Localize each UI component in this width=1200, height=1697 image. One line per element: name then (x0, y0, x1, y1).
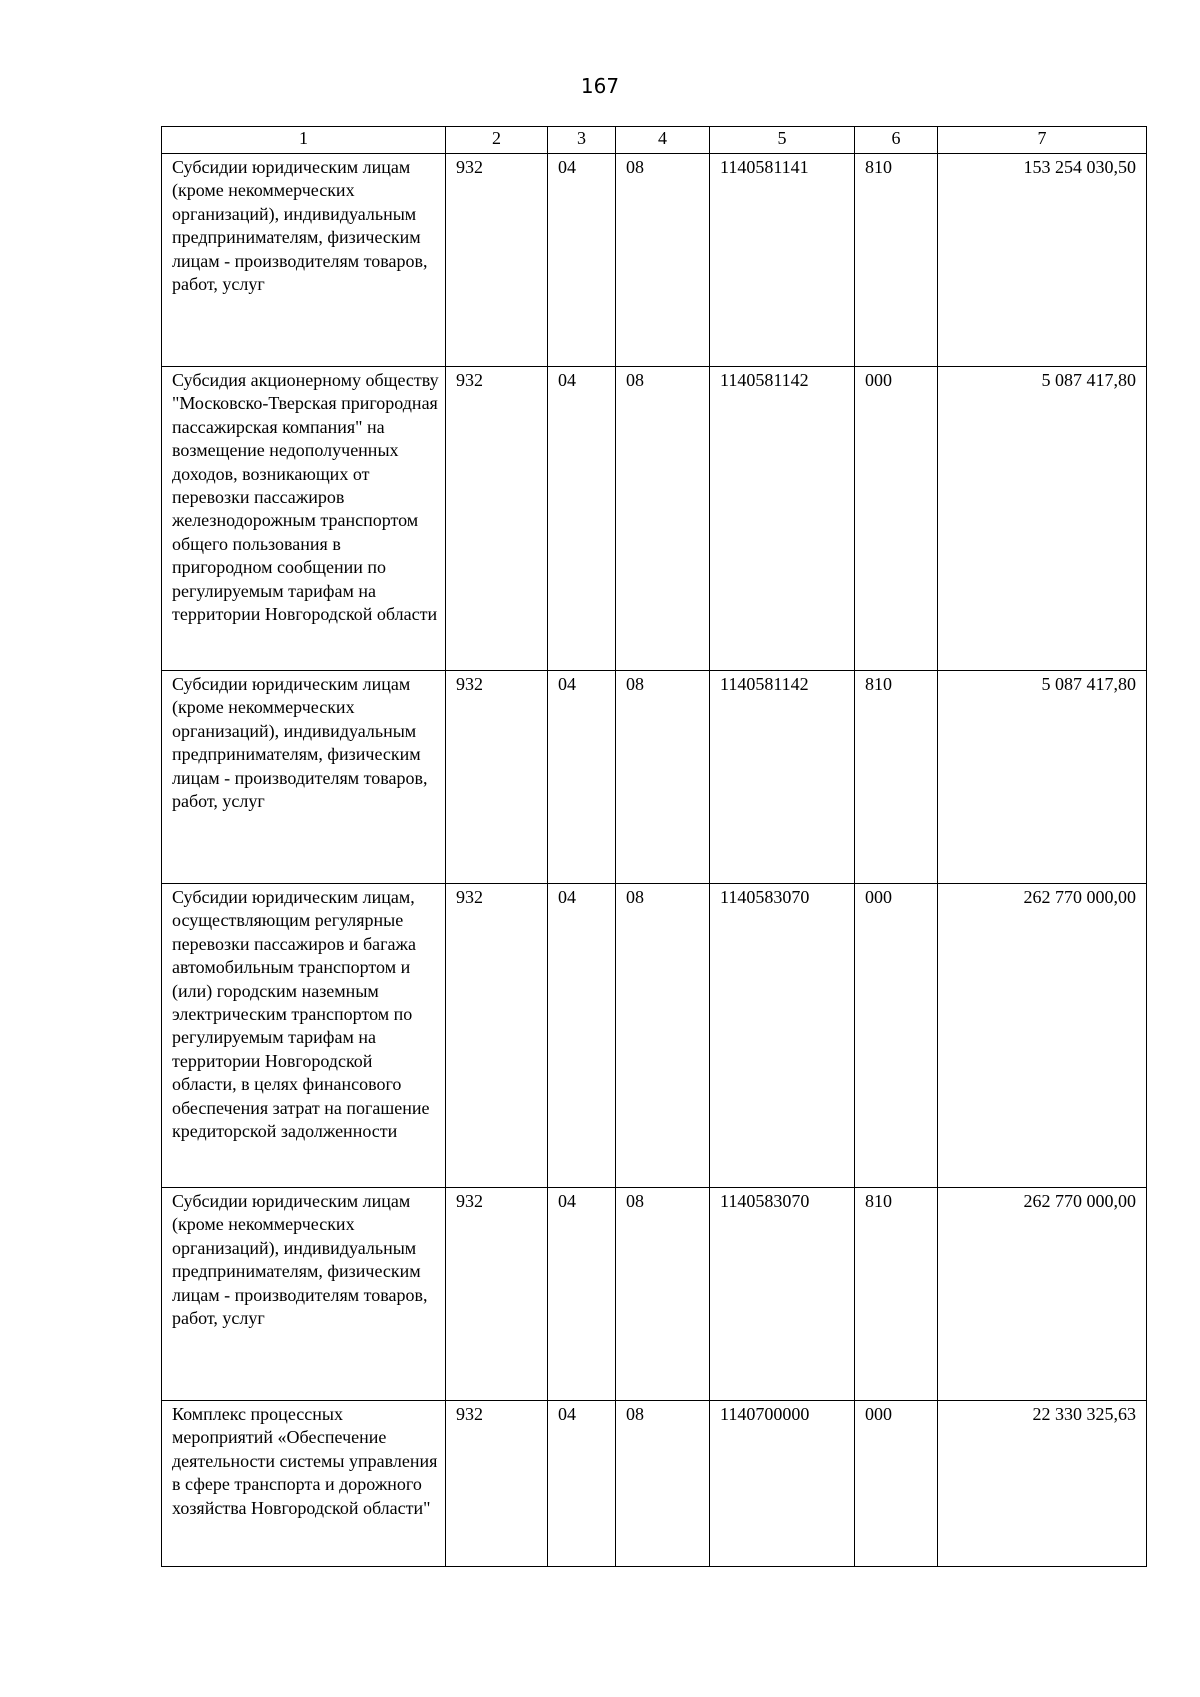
column-header: 5 (710, 127, 855, 154)
table-row (162, 671, 1147, 884)
page-number: 167 (580, 74, 620, 98)
section-code-cell: 04 (548, 367, 616, 671)
amount-cell: 262 770 000,00 (938, 884, 1147, 1188)
expense-name-cell: Субсидии юридическим лицам (кроме некоммерческих организаций), индивидуальным предпринимателям, физическим лицам - производителям товаров, работ, услуг (162, 671, 446, 884)
table-row (162, 884, 1147, 1188)
expense-name-cell: Субсидии юридическим лицам (кроме некоммерческих организаций), индивидуальным предпринимателям, физическим лицам - производителям товаров, работ, услуг (162, 154, 446, 367)
table-row (162, 367, 1147, 671)
table-header-row (162, 127, 1147, 154)
target-article-cell: 1140583070 (710, 1188, 855, 1401)
column-header: 4 (616, 127, 710, 154)
expense-name-cell: Субсидия акционерному обществу "Московско-Тверская пригородная пассажирская компания" на возмещение недополученных доходов, возникающих от перевозки пассажиров железнодорожным транспортом общего пользования в пригородном сообщении по регулируемым тарифам на территории Новгородской области (162, 367, 446, 671)
subsection-code-cell: 08 (616, 884, 710, 1188)
column-header: 1 (162, 127, 446, 154)
expense-type-cell: 000 (855, 367, 938, 671)
amount-cell: 22 330 325,63 (938, 1401, 1147, 1567)
column-header: 3 (548, 127, 616, 154)
grbs-code-cell: 932 (446, 671, 548, 884)
grbs-code-cell: 932 (446, 884, 548, 1188)
table-row (162, 1188, 1147, 1401)
target-article-cell: 1140700000 (710, 1401, 855, 1567)
target-article-cell: 1140581142 (710, 671, 855, 884)
section-code-cell: 04 (548, 1401, 616, 1567)
expense-type-cell: 810 (855, 154, 938, 367)
amount-cell: 153 254 030,50 (938, 154, 1147, 367)
expense-type-cell: 000 (855, 884, 938, 1188)
amount-cell: 5 087 417,80 (938, 671, 1147, 884)
subsection-code-cell: 08 (616, 367, 710, 671)
amount-cell: 5 087 417,80 (938, 367, 1147, 671)
column-header: 2 (446, 127, 548, 154)
target-article-cell: 1140581142 (710, 367, 855, 671)
subsection-code-cell: 08 (616, 671, 710, 884)
column-header: 7 (938, 127, 1147, 154)
expense-name-cell: Комплекс процессных мероприятий «Обеспечение деятельности системы управления в сфере транспорта и дорожного хозяйства Новгородской области" (162, 1401, 446, 1567)
table-row (162, 1401, 1147, 1567)
expense-name-cell: Субсидии юридическим лицам, осуществляющим регулярные перевозки пассажиров и багажа автомобильным транспортом и (или) городским наземным электрическим транспортом по регулируемым тарифам на территории Новгородской области, в целях финансового обеспечения затрат на погашение кредиторской задолженности (162, 884, 446, 1188)
expense-type-cell: 000 (855, 1401, 938, 1567)
expense-name-cell: Субсидии юридическим лицам (кроме некоммерческих организаций), индивидуальным предпринимателям, физическим лицам - производителям товаров, работ, услуг (162, 1188, 446, 1401)
grbs-code-cell: 932 (446, 154, 548, 367)
expense-type-cell: 810 (855, 671, 938, 884)
grbs-code-cell: 932 (446, 1188, 548, 1401)
section-code-cell: 04 (548, 154, 616, 367)
column-header: 6 (855, 127, 938, 154)
subsection-code-cell: 08 (616, 1188, 710, 1401)
subsection-code-cell: 08 (616, 154, 710, 367)
section-code-cell: 04 (548, 1188, 616, 1401)
grbs-code-cell: 932 (446, 1401, 548, 1567)
subsection-code-cell: 08 (616, 1401, 710, 1567)
expense-type-cell: 810 (855, 1188, 938, 1401)
budget-table (161, 126, 1147, 1567)
target-article-cell: 1140581141 (710, 154, 855, 367)
amount-cell: 262 770 000,00 (938, 1188, 1147, 1401)
grbs-code-cell: 932 (446, 367, 548, 671)
section-code-cell: 04 (548, 884, 616, 1188)
section-code-cell: 04 (548, 671, 616, 884)
table-row (162, 154, 1147, 367)
target-article-cell: 1140583070 (710, 884, 855, 1188)
